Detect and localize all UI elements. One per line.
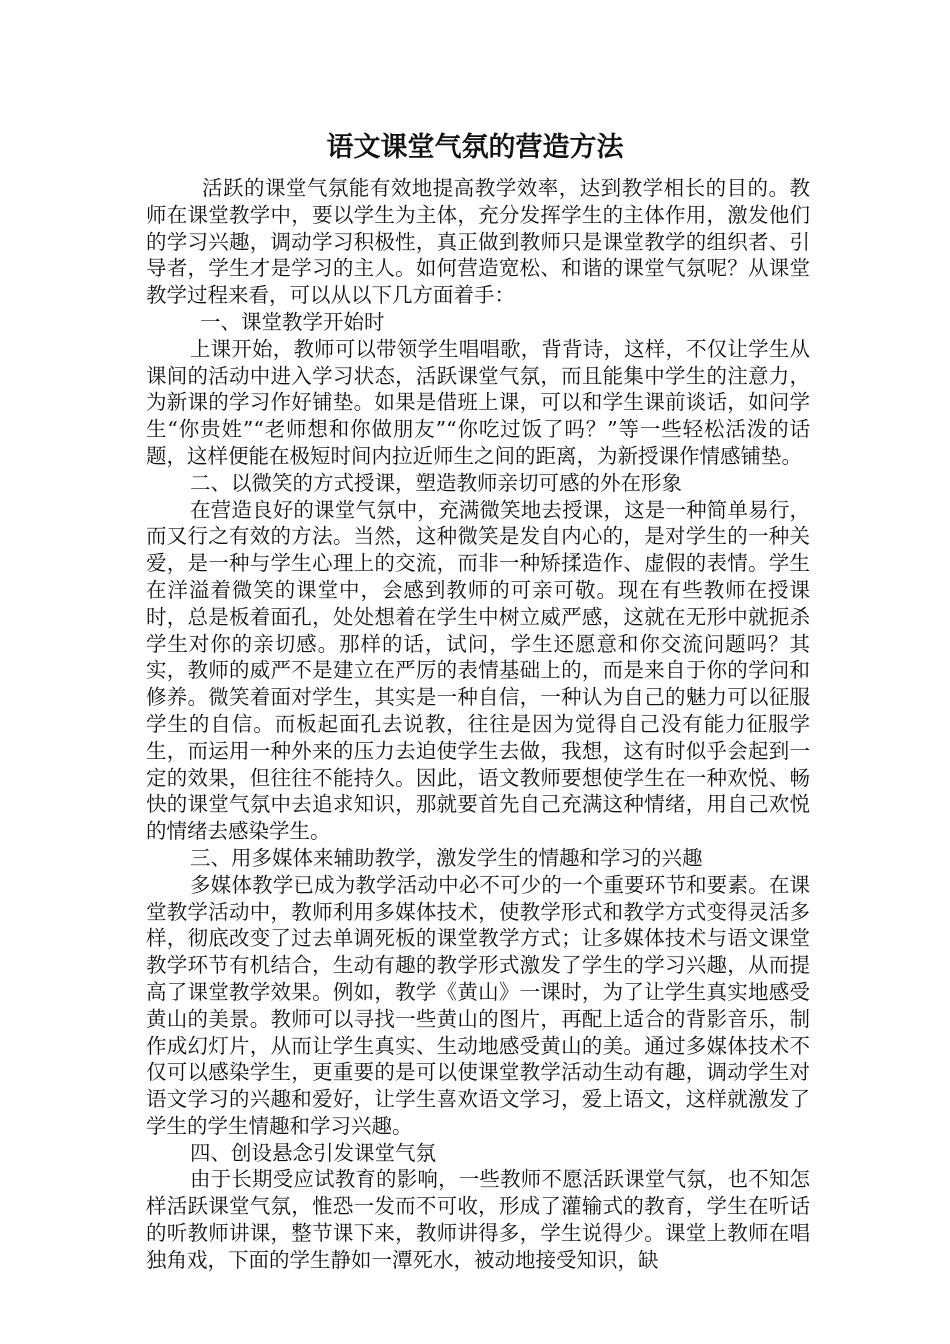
section-heading-3: 三、用多媒体来辅助教学，激发学生的情趣和学习的兴趣 bbox=[190, 845, 703, 870]
body-paragraph-1: 上课开始，教师可以带领学生唱唱歌，背背诗，这样，不仅让学生从课间的活动中进入学习状态，活跃课堂气氛，而且能集中学生的注意力，为新课的学习作好铺垫。如果是借班上课，可以和学生课前谈话，如问学生“你贵姓”“老师想和你做朋友”“你吃过饭了吗？”等一些轻松活泼的话题，这样便能在极短时间内拉近师生之间的距离，为新授课作情感铺垫。 bbox=[146, 336, 810, 468]
document-title: 语文课堂气氛的营造方法 bbox=[326, 132, 624, 163]
body-paragraph-3: 多媒体教学已成为教学活动中必不可少的一个重要环节和要素。在课堂教学活动中，教师利用多媒体技术，使教学形式和教学方式变得灵活多样，彻底改变了过去单调死板的课堂教学方式；让多媒体技术与语文课堂教学环节有机结合，生动有趣的教学形式激发了学生的学习兴趣，从而提高了课堂教学效果。例如，教学《黄山》一课时，为了让学生真实地感受黄山的美景。教师可以寻找一些黄山的图片，再配上适合的背影音乐，制作成幻灯片，从而让学生真实、生动地感受黄山的美。通过多媒体技术不仅可以感染学生，更重要的是可以使课堂教学活动生动有趣，调动学生对语文学习的兴趣和爱好，让学生喜欢语文学习，爱上语文，这样就激发了学生的学生情趣和学习兴趣。 bbox=[146, 872, 810, 1138]
section-heading-4: 四、创设悬念引发课堂气氛 bbox=[190, 1140, 436, 1165]
section-heading-2: 二、以微笑的方式授课，塑造教师亲切可感的外在形象 bbox=[190, 470, 682, 495]
document-body bbox=[146, 175, 810, 1274]
section-heading-1: 一、课堂教学开始时 bbox=[200, 309, 385, 334]
body-paragraph-4: 由于长期受应试教育的影响，一些教师不愿活跃课堂气氛，也不知怎样活跃课堂气氛，惟恐一发而不可收，形成了灌输式的教育，学生在听话的听教师讲课，整节课下来，教师讲得多，学生说得少。课堂上教师在唱独角戏，下面的学生静如一潭死水，被动地接受知识，缺 bbox=[146, 1167, 810, 1272]
body-paragraph-2: 在营造良好的课堂气氛中，充满微笑地去授课，这是一种简单易行，而又行之有效的方法。当然，这种微笑是发自内心的，是对学生的一种关爱，是一种与学生心理上的交流，而非一种矫揉造作、虚假的表情。学生在洋溢着微笑的课堂中，会感到教师的可亲可敬。现在有些教师在授课时，总是板着面孔，处处想着在学生中树立威严感，这就在无形中就扼杀学生对你的亲切感。那样的话，试问，学生还愿意和你交流问题吗？其实，教师的威严不是建立在严厉的表情基础上的，而是来自于你的学问和修养。微笑着面对学生，其实是一种自信，一种认为自己的魅力可以征服学生的自信。而板起面孔去说教，往往是因为觉得自己没有能力征服学生，而运用一种外来的压力去迫使学生去做，我想，这有时似乎会起到一定的效果，但往往不能持久。因此，语文教师要想使学生在一种欢悦、畅快的课堂气氛中去追求知识，那就要首先自己充满这种情绪，用自己欢悦的情绪去感染学生。 bbox=[146, 497, 810, 844]
intro-paragraph: 活跃的课堂气氛能有效地提高教学效率，达到教学相长的目的。教师在课堂教学中，要以学生为主体，充分发挥学生的主体作用，激发他们的学习兴趣，调动学习积极性，真正做到教师只是课堂教学的组织者、引导者，学生才是学习的主人。如何营造宽松、和谐的课堂气氛呢？从课堂教学过程来看，可以从以下几方面着手： bbox=[146, 176, 810, 308]
